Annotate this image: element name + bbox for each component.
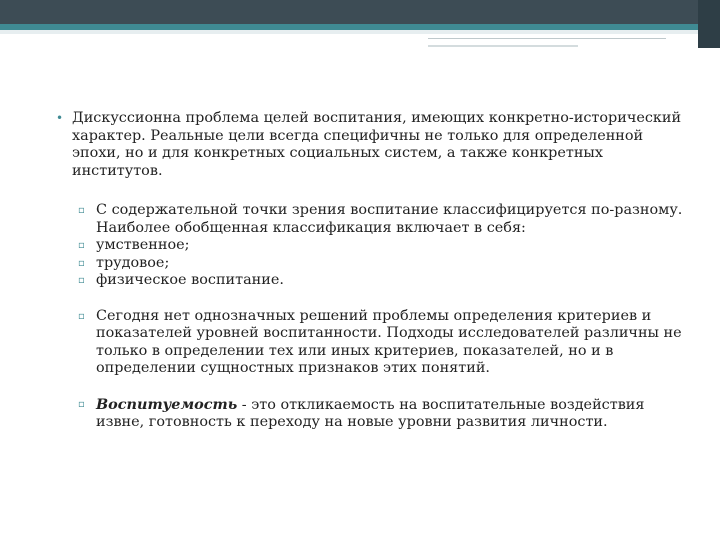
decor-line	[428, 38, 666, 39]
sub-item	[72, 308, 684, 378]
slide-content	[54, 110, 684, 432]
square-bullet-icon: ▫	[78, 275, 85, 286]
header-band	[0, 0, 720, 24]
sub-item-text: физическое воспитание.	[96, 272, 284, 288]
bullet-marker-icon: •	[56, 111, 64, 125]
main-bullet-text: Дискуссионна проблема целей воспитания, имеющих конкретно-исторический характер. Реальные цели всегда специфичны не только для определенной эпохи, но и для конкретных социальных систем, а также конкретных институтов.	[72, 110, 682, 179]
square-bullet-icon: ▫	[78, 205, 85, 216]
decor-line	[428, 45, 578, 47]
sub-item-text: Сегодня нет однозначных решений проблемы определения критериев и показателей уровней воспитанности. Подходы исследователей различны не только в определении тех или иных критериев, показателей, но и в определении сущностных признаков этих понятий.	[96, 307, 682, 376]
sub-item	[72, 272, 684, 290]
definition-text: - это откликаемость на воспитательные воздействия извне, готовность к переходу на новые уровни развития личности.	[96, 396, 645, 430]
sub-item	[72, 237, 684, 255]
sub-item	[72, 255, 684, 273]
header-light-stripe	[0, 30, 720, 34]
main-bullet	[54, 110, 684, 180]
square-bullet-icon: ▫	[78, 310, 85, 322]
sub-item-text: умственное;	[96, 237, 190, 253]
sub-item	[72, 396, 684, 432]
corner-block	[698, 0, 720, 48]
square-bullet-icon: ▫	[78, 398, 85, 410]
square-bullet-icon: ▫	[78, 240, 85, 251]
sub-list	[54, 202, 684, 432]
sub-item-text: трудовое;	[96, 254, 170, 271]
sub-item-text: С содержательной точки зрения воспитание классифицируется по-разному. Наиболее обобщенная классификация включает в себя:	[96, 202, 683, 236]
sub-item	[72, 202, 684, 237]
square-bullet-icon: ▫	[78, 257, 85, 269]
definition-term: Воспитуемость	[96, 395, 238, 413]
